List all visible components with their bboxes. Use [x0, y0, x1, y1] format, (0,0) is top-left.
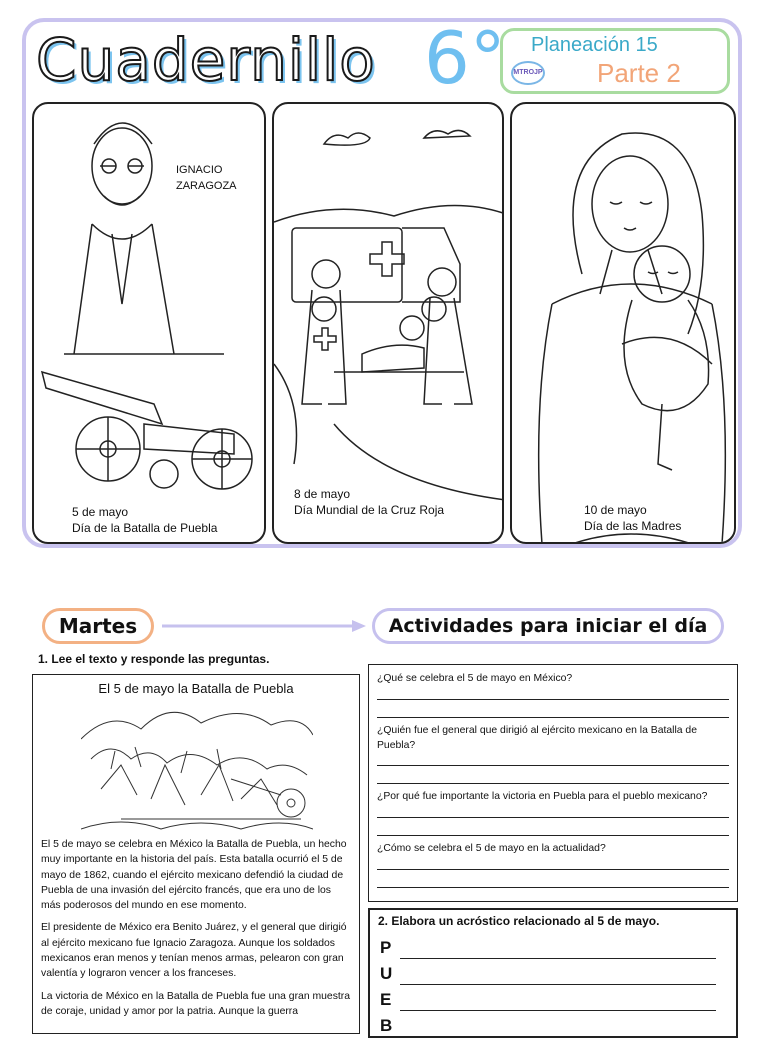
- reading-paragraph: El presidente de México era Benito Juárez, y el general que dirigió al ejército mexicano fue Ignacio Zaragoza. Aunque los soldados mexicanos eran menos y tenían menos armas, pelearon con gran valentía y lograron vencer a los franceses.: [41, 922, 347, 980]
- acrostic-letter: B: [380, 1016, 393, 1035]
- answer-line[interactable]: [377, 869, 729, 870]
- reading-title: El 5 de mayo la Batalla de Puebla: [98, 681, 294, 696]
- panel-date: 10 de mayo: [584, 503, 647, 517]
- panel-event: Día de las Madres: [584, 519, 682, 533]
- answer-line[interactable]: [377, 835, 729, 836]
- acrostic-line[interactable]: [400, 1010, 716, 1011]
- panel-caption: [294, 486, 444, 518]
- battle-illustration: [81, 699, 313, 835]
- question-1: ¿Qué se celebra el 5 de mayo en México?: [377, 673, 573, 684]
- reading-paragraph: La victoria de México en la Batalla de Puebla fue una gran muestra de coraje, unidad y amor por la patria. Aunque la guerra: [41, 990, 351, 1017]
- grade-label: 6°: [424, 16, 506, 100]
- panel-event: Día de la Batalla de Puebla: [72, 521, 218, 535]
- panel-cruz-roja: [272, 102, 504, 544]
- plan-name: Planeación 15: [531, 34, 658, 56]
- arrow-right-icon: [162, 618, 368, 634]
- instruction-1: 1. Lee el texto y responde las preguntas.: [38, 652, 270, 666]
- answer-line[interactable]: [377, 717, 729, 718]
- panel-date: 8 de mayo: [294, 487, 351, 501]
- red-cross-illustration: [274, 104, 504, 544]
- acrostic-letter: P: [380, 938, 392, 957]
- mother-child-illustration: [512, 104, 736, 544]
- question-2: ¿Quién fue el general que dirigió al ejército mexicano en la Batalla de Puebla?: [377, 725, 697, 751]
- question-4: ¿Cómo se celebra el 5 de mayo en la actualidad?: [377, 843, 606, 854]
- acrostic-line[interactable]: [400, 958, 716, 959]
- zaragoza-label: IGNACIO ZARAGOZA: [176, 164, 237, 192]
- questions-box: [368, 664, 738, 902]
- acrostic-title: 2. Elabora un acróstico relacionado al 5 de mayo.: [378, 914, 660, 928]
- question-3: ¿Por qué fue importante la victoria en Puebla para el pueblo mexicano?: [377, 791, 708, 802]
- acrostic-letter: E: [380, 990, 392, 1009]
- panel-caption: [72, 504, 217, 536]
- day-label: Martes: [42, 608, 154, 644]
- cover-title: Cuadernillo: [36, 26, 376, 94]
- answer-line[interactable]: [377, 699, 729, 700]
- plan-badge: [500, 28, 730, 94]
- activity-label: Actividades para iniciar el día: [372, 608, 724, 644]
- reading-text: [41, 837, 353, 1026]
- acrostic-box: [368, 908, 738, 1038]
- logo-icon: MTROJP: [511, 61, 545, 85]
- acrostic-line[interactable]: [400, 984, 716, 985]
- plan-part: Parte 2: [597, 58, 681, 88]
- panel-date: 5 de mayo: [72, 505, 129, 519]
- answer-line[interactable]: [377, 783, 729, 784]
- reading-box: [32, 674, 360, 1034]
- panel-batalla-puebla: [32, 102, 266, 544]
- panel-event: Día Mundial de la Cruz Roja: [294, 503, 445, 517]
- reading-paragraph: El 5 de mayo se celebra en México la Batalla de Puebla, un hecho muy importante en la historia del país. Esta batalla ocurrió el 5 de mayo de 1862, cuando el ejército mexicano defendió la ciudad de Puebla de una invasión del ejército francés, que era uno de los más poderosos del mundo en ese momento.: [41, 839, 347, 912]
- panel-dia-madres: [510, 102, 736, 544]
- answer-line[interactable]: [377, 765, 729, 766]
- answer-line[interactable]: [377, 887, 729, 888]
- answer-line[interactable]: [377, 817, 729, 818]
- acrostic-letter: U: [380, 964, 393, 983]
- panel-caption: [584, 502, 681, 534]
